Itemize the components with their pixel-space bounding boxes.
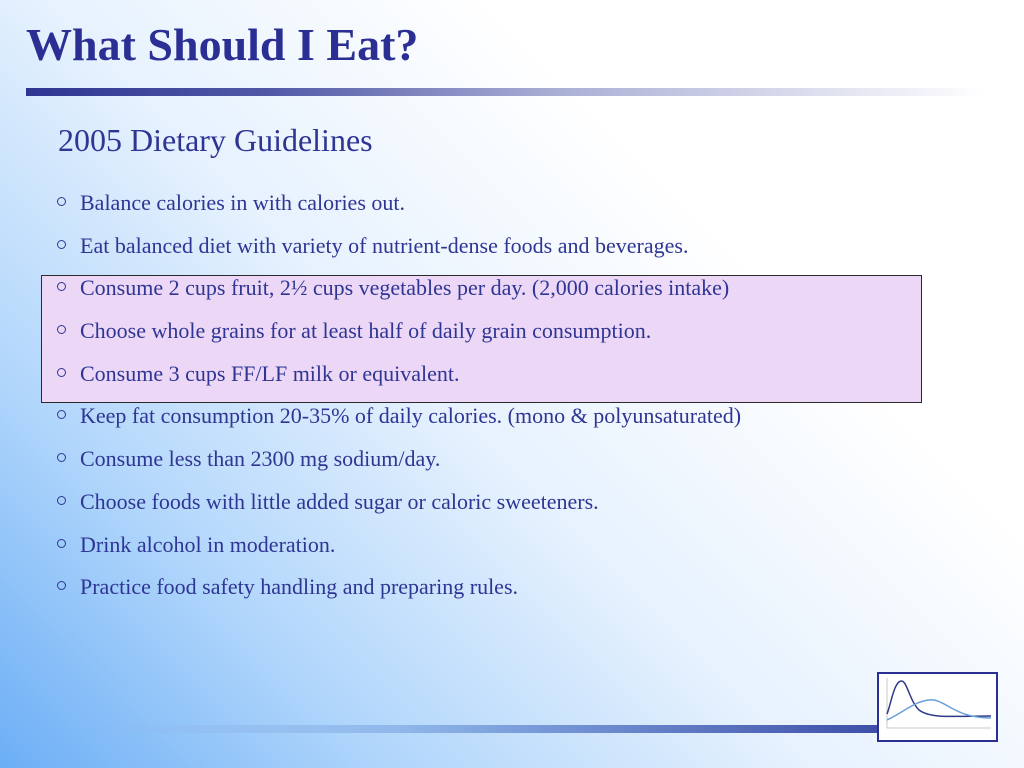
bullet-text: Consume less than 2300 mg sodium/day.: [80, 446, 441, 472]
list-item: [57, 489, 741, 532]
bullet-icon: [57, 581, 66, 590]
bullet-icon: [57, 325, 66, 334]
slide-title: What Should I Eat?: [26, 19, 419, 70]
bullet-text: Consume 2 cups fruit, 2½ cups vegetables per day. (2,000 calories intake): [80, 275, 730, 301]
bullet-icon: [57, 240, 66, 249]
title-underline: [26, 88, 986, 96]
bullet-text: Choose whole grains for at least half of daily grain consumption.: [80, 318, 652, 344]
curve-graph-logo: [877, 672, 998, 742]
bullet-text: Keep fat consumption 20-35% of daily calories. (mono & polyunsaturated): [80, 403, 742, 429]
bullet-icon: [57, 368, 66, 377]
bullet-icon: [57, 282, 66, 291]
footer-rule: [70, 725, 900, 733]
bullet-text: Choose foods with little added sugar or caloric sweeteners.: [80, 488, 599, 514]
slide-subtitle: 2005 Dietary Guidelines: [58, 122, 373, 158]
bullet-icon: [57, 496, 66, 505]
list-item: [57, 446, 741, 489]
list-item: [57, 532, 741, 575]
list-item: [57, 275, 741, 318]
list-item: [57, 318, 741, 361]
bullet-icon: [57, 410, 66, 419]
list-item: [57, 190, 741, 233]
bullet-text: Drink alcohol in moderation.: [80, 531, 336, 557]
curve-graph-icon: [879, 674, 996, 740]
bullet-list: [57, 190, 741, 617]
list-item: [57, 403, 741, 446]
bullet-icon: [57, 197, 66, 206]
bullet-text: Practice food safety handling and preparing rules.: [80, 574, 519, 600]
list-item: [57, 233, 741, 276]
bullet-text: Eat balanced diet with variety of nutrient-dense foods and beverages.: [80, 232, 689, 258]
bullet-text: Consume 3 cups FF/LF milk or equivalent.: [80, 360, 460, 386]
bullet-icon: [57, 453, 66, 462]
list-item: [57, 361, 741, 404]
list-item: [57, 574, 741, 617]
bullet-icon: [57, 539, 66, 548]
bullet-text: Balance calories in with calories out.: [80, 190, 405, 215]
